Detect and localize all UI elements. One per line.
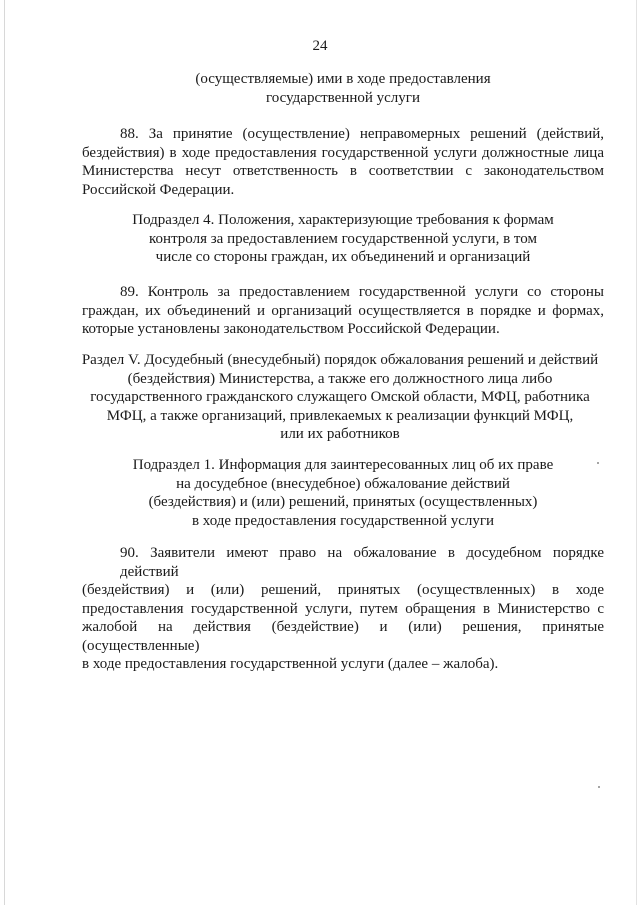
paragraph-line: Министерства несут ответственность в соответствии с законодательством (82, 163, 604, 179)
paragraph-line: (бездействия) и (или) решений, принятых (осуществленных) в ходе (82, 582, 604, 598)
paragraph-line: жалобой на действия (бездействие) и (или) решения, принятые (осуществленные) (82, 619, 604, 654)
subsection-1-heading (82, 456, 604, 530)
paragraph-line: 89. Контроль за предоставлением государственной услуги со стороны (120, 284, 604, 300)
heading-line: (бездействия) и (или) решений, принятых (осуществленных) (148, 494, 538, 510)
subsection-4-heading (82, 211, 604, 267)
paragraph-90 (82, 544, 604, 674)
scan-speck (598, 786, 600, 788)
paragraph-line: которые установлены законодательством Российской Федерации. (82, 321, 500, 337)
heading-line: (бездействия) Министерства, а также его должностного лица либо (127, 370, 553, 387)
section-5-heading (70, 351, 610, 444)
paragraph-line: Российской Федерации. (82, 181, 235, 198)
heading-line: МФЦ, а также организаций, привлекаемых к реализации функций МФЦ, (106, 407, 574, 424)
paragraph-line: 90. Заявители имеют право на обжалование в досудебном порядке действий (120, 545, 604, 580)
heading-line: государственного гражданского служащего Омской области, МФЦ, работника (90, 389, 590, 405)
heading-line: Подраздел 4. Положения, характеризующие требования к формам (132, 212, 554, 228)
paragraph-line: граждан, их объединений и организаций осуществляется в порядке и формах, (82, 302, 604, 319)
intro-heading (82, 70, 604, 107)
heading-line: числе со стороны граждан, их объединений и организаций (155, 249, 531, 265)
paragraph-line: в ходе предоставления государственной услуги (далее – жалоба). (82, 656, 499, 672)
paragraph-89 (82, 283, 604, 339)
heading-line: или их работников (280, 426, 400, 442)
heading-line: Раздел V. Досудебный (внесудебный) порядок обжалования решений и действий (81, 352, 599, 368)
heading-line: государственной услуги (266, 89, 420, 106)
page-number: 24 (312, 38, 328, 54)
scan-edge-right (636, 0, 637, 905)
heading-line: (осуществляемые) ими в ходе предоставления (195, 71, 491, 87)
heading-line: в ходе предоставления государственной услуги (191, 512, 495, 529)
paragraph-line: бездействия) в ходе предоставления государственной услуги должностные лица (82, 144, 604, 161)
paragraph-88 (82, 125, 604, 199)
heading-line: контроля за предоставлением государственной услуги, в том (149, 230, 537, 247)
heading-line: на досудебное (внесудебное) обжалование действий (176, 475, 510, 492)
paragraph-line: предоставления государственной услуги, путем обращения в Министерство с (82, 600, 604, 617)
heading-line: Подраздел 1. Информация для заинтересованных лиц об их праве (132, 457, 554, 473)
paragraph-line: 88. За принятие (осуществление) неправомерных решений (действий, (120, 126, 604, 142)
scan-edge-left (4, 0, 5, 905)
